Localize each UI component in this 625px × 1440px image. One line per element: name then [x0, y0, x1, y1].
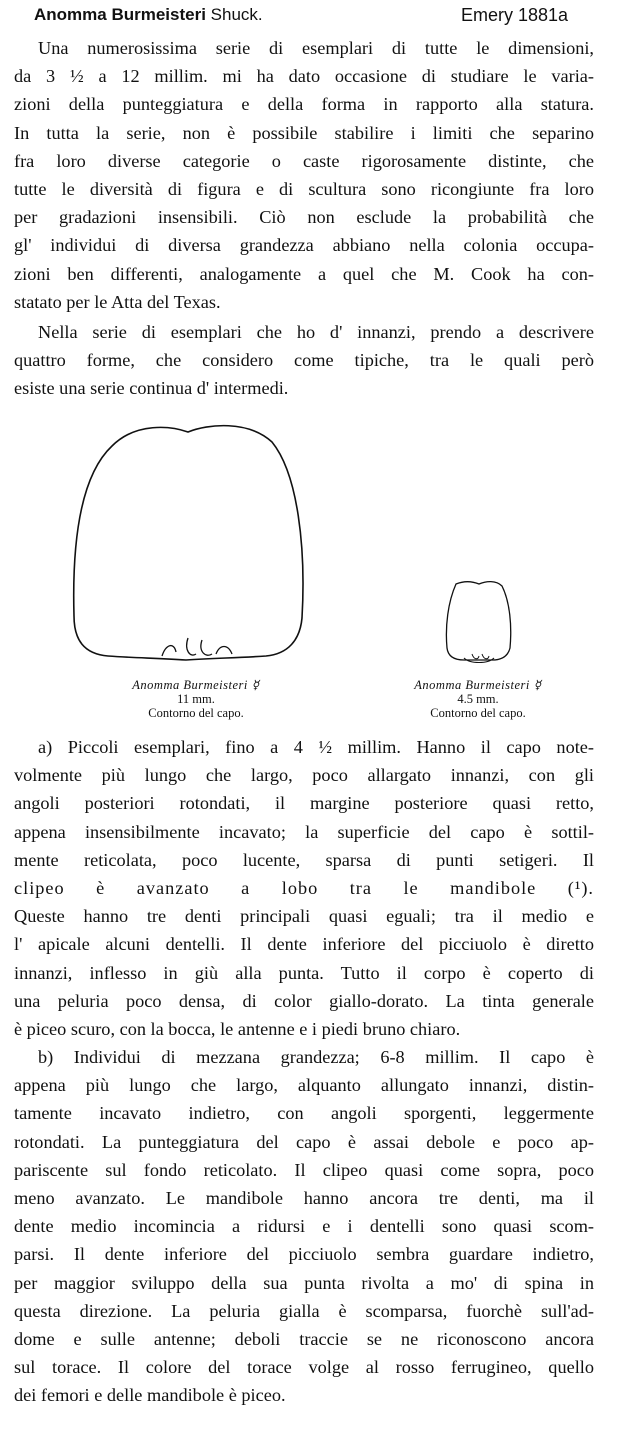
figure-size: 11 mm.	[177, 692, 215, 706]
text-line: tutte le diversità di figura e di scultura sono ricongiunte fra loro	[14, 179, 594, 200]
text-line: tamente incavato indietro, con angoli sporgenti, leggermente	[14, 1103, 594, 1124]
text-line: l' apicale alcuni dentelli. Il dente inferiore del picciuolo è diretto	[14, 934, 594, 955]
text-line: rotondati. La punteggiatura del capo è assai debole e poco ap-	[14, 1131, 594, 1152]
figure-species: Anomma Burmeisteri ☿	[132, 678, 260, 692]
section-a	[14, 733, 594, 1043]
text-line: dome e sulle antenne; deboli traccie se ne riconoscono ancora	[14, 1329, 594, 1350]
citation: Emery 1881a	[461, 5, 569, 25]
text-line: esiste una serie continua d' intermedi.	[14, 378, 289, 399]
text-line: appena insensibilmente incavato; la superficie del capo è sottil-	[14, 821, 594, 842]
intro-paragraph	[14, 34, 594, 316]
text-line: parsi. Il dente inferiore del picciuolo sembra guardare indietro,	[14, 1244, 594, 1265]
text-line: angoli posteriori rotondati, il margine posteriore quasi retto,	[14, 793, 594, 814]
text-line: mente reticolata, poco lucente, sparsa di punti setigeri. Il	[14, 849, 594, 870]
species-author: Shuck.	[210, 5, 263, 24]
text-line: gl' individui di diversa grandezza abbiano nella colonia occupa-	[14, 235, 594, 256]
large-head-outline-figure	[66, 418, 310, 670]
text-line: innanzi, inflesso in giù alla punta. Tutto il corpo è coperto di	[14, 962, 594, 983]
small-head-outline-figure	[442, 576, 516, 666]
figure-caption-large	[98, 678, 294, 720]
figure-species: Anomma Burmeisteri ☿	[414, 678, 542, 692]
species-name: Anomma Burmeisteri	[34, 5, 206, 24]
text-line: dei femori e delle mandibole è piceo.	[14, 1385, 286, 1406]
text-line: b) Individui di mezzana grandezza; 6-8 millim. Il capo è	[38, 1047, 594, 1067]
text-line: meno avanzato. Le mandibole hanno ancora tre denti, ma il	[14, 1188, 594, 1209]
section-b	[14, 1043, 594, 1410]
text-line: Queste hanno tre denti principali quasi eguali; tra il medio e	[14, 906, 594, 927]
text-line: per gradazioni insensibili. Ciò non esclude la probabilità che	[14, 207, 594, 228]
text-line: quattro forme, che considero come tipiche, tra le quali però	[14, 350, 594, 371]
text-line: per maggior sviluppo della sua punta rivolta a mo' di spina in	[14, 1272, 594, 1293]
text-line: Nella serie di esemplari che ho d' innanzi, prendo a descrivere	[38, 322, 594, 342]
text-line: questa direzione. La peluria gialla è scomparsa, fuorchè sull'ad-	[14, 1300, 594, 1321]
text-line: appena più lungo che largo, alquanto allungato innanzi, distin-	[14, 1075, 594, 1096]
text-line: zioni della punteggiatura e della forma in rapporto alla statura.	[14, 94, 594, 115]
text-line: fra loro diverse categorie o caste rigorosamente distinte, che	[14, 150, 594, 171]
text-line: è piceo scuro, con la bocca, le antenne e i piedi bruno chiaro.	[14, 1019, 461, 1040]
figure-size: 4.5 mm.	[457, 692, 499, 706]
text-line: da 3 ½ a 12 millim. mi ha dato occasione di studiare le varia-	[14, 66, 594, 87]
text-line: volmente più lungo che largo, poco allargato innanzi, con gli	[14, 765, 594, 786]
text-line: In tutta la serie, non è possibile stabilire i limiti che separino	[14, 122, 594, 143]
text-line: Una numerosissima serie di esemplari di tutte le dimensioni,	[38, 38, 594, 58]
figure-caption-text: Contorno del capo.	[430, 706, 526, 720]
text-line: una peluria poco densa, di color giallo-dorato. La tinta generale	[14, 990, 594, 1011]
text-line: dente medio incomincia a ridursi e i dentelli sono quasi scom-	[14, 1216, 594, 1237]
figure-caption-text: Contorno del capo.	[148, 706, 244, 720]
text-line: clipeo è avanzato a lobo tra le mandibole (¹).	[14, 878, 594, 899]
figure-caption-small	[378, 678, 578, 720]
text-line: zioni ben differenti, analogamente a quel che M. Cook ha con-	[14, 263, 594, 284]
page-header-species	[34, 5, 263, 25]
text-line: a) Piccoli esemplari, fino a 4 ½ millim. Hanno il capo note-	[38, 737, 594, 757]
text-line: statato per le Atta del Texas.	[14, 291, 221, 312]
text-line: sul torace. Il colore del torace volge al rosso ferrugineo, quello	[14, 1357, 594, 1378]
text-line: pariscente sul fondo reticolato. Il clipeo quasi come sopra, poco	[14, 1159, 594, 1180]
second-paragraph	[14, 318, 594, 403]
